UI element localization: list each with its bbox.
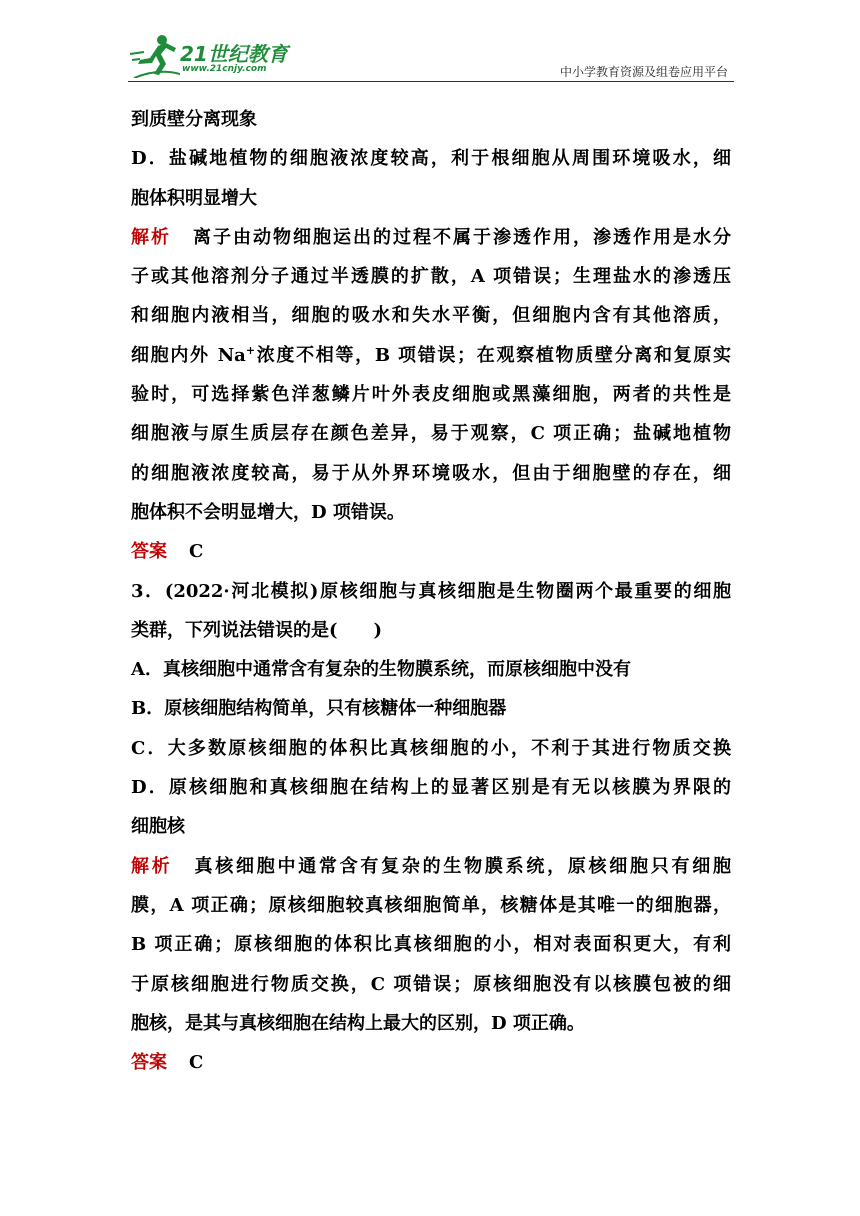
- text-line: [131, 336, 731, 375]
- option-b: B．原核细胞结构简单，只有核糖体一种细胞器: [131, 698, 507, 720]
- explanation-text: 离子由动物细胞运出的过程不属于渗透作用，渗透作用是水分: [193, 226, 731, 248]
- text-segment: 浓度不相等，B 项错误；在观察植物质壁分离和复原实: [255, 344, 731, 366]
- superscript-plus: +: [245, 343, 256, 357]
- explanation-line: [131, 218, 731, 257]
- text-line: 胞核，是其与真核细胞在结构上最大的区别，D 项正确。: [131, 1012, 585, 1034]
- document-body: [131, 100, 731, 1082]
- text-line: 膜，A 项正确；原核细胞较真核细胞简单，核糖体是其唯一的细胞器，: [131, 894, 731, 916]
- text-line: 验时，可选择紫色洋葱鳞片叶外表皮细胞或黑藻细胞，两者的共性是: [131, 384, 731, 406]
- answer-label: 答案: [131, 541, 167, 563]
- explanation-label: 解析: [131, 226, 171, 248]
- text-line: B 项正确；原核细胞的体积比真核细胞的小，相对表面积更大，有利: [131, 934, 731, 956]
- answer-line: [131, 532, 731, 571]
- explanation-text: 真核细胞中通常含有复杂的生物膜系统，原核细胞只有细胞: [194, 855, 732, 877]
- option-d: D．原核细胞和真核细胞在结构上的显著区别是有无以核膜为界限的: [131, 777, 731, 799]
- logo-text: 21世纪教育: [180, 42, 288, 66]
- header-platform-text: 中小学教育资源及组卷应用平台: [559, 65, 728, 79]
- text-line: 胞体积不会明显增大，D 项错误。: [131, 501, 405, 523]
- logo: [128, 30, 298, 80]
- text-line: 于原核细胞进行物质交换，C 项错误；原核细胞没有以核膜包被的细: [131, 973, 731, 995]
- answer-value: C: [189, 1052, 204, 1074]
- answer-value: C: [189, 541, 204, 563]
- option-c: C．大多数原核细胞的体积比真核细胞的小，不利于其进行物质交换: [131, 737, 731, 759]
- logo-url: www.21cnjy.com: [182, 64, 267, 74]
- answer-line: [131, 1043, 731, 1082]
- text-line: 类群，下列说法错误的是( ): [131, 619, 383, 641]
- text-line: 和细胞内液相当，细胞的吸水和失水平衡，但细胞内含有其他溶质，: [131, 305, 731, 327]
- text-line: 细胞核: [131, 816, 185, 838]
- text-line: 子或其他溶剂分子通过半透膜的扩散，A 项错误；生理盐水的渗透压: [131, 266, 731, 288]
- option-d-line: D．盐碱地植物的细胞液浓度较高，利于根细胞从周围环境吸水，细: [131, 148, 731, 170]
- answer-label: 答案: [131, 1052, 167, 1074]
- text-segment: 细胞内外 Na: [131, 344, 246, 366]
- explanation-line: [131, 847, 731, 886]
- option-a: A．真核细胞中通常含有复杂的生物膜系统，而原核细胞中没有: [131, 659, 631, 681]
- explanation-label: 解析: [131, 855, 173, 877]
- runner-logo-icon: [128, 34, 180, 78]
- text-line: 细胞液与原生质层存在颜色差异，易于观察，C 项正确；盐碱地植物: [131, 423, 731, 445]
- text-line: 胞体积明显增大: [131, 187, 257, 209]
- page-header: [128, 30, 734, 82]
- text-line: 的细胞液浓度较高，易于从外界环境吸水，但由于细胞壁的存在，细: [131, 462, 731, 484]
- text-line: 到质壁分离现象: [131, 109, 257, 130]
- header-divider: [128, 81, 734, 82]
- question-3-line: 3．(2022·河北模拟)原核细胞与真核细胞是生物圈两个最重要的细胞: [131, 580, 731, 602]
